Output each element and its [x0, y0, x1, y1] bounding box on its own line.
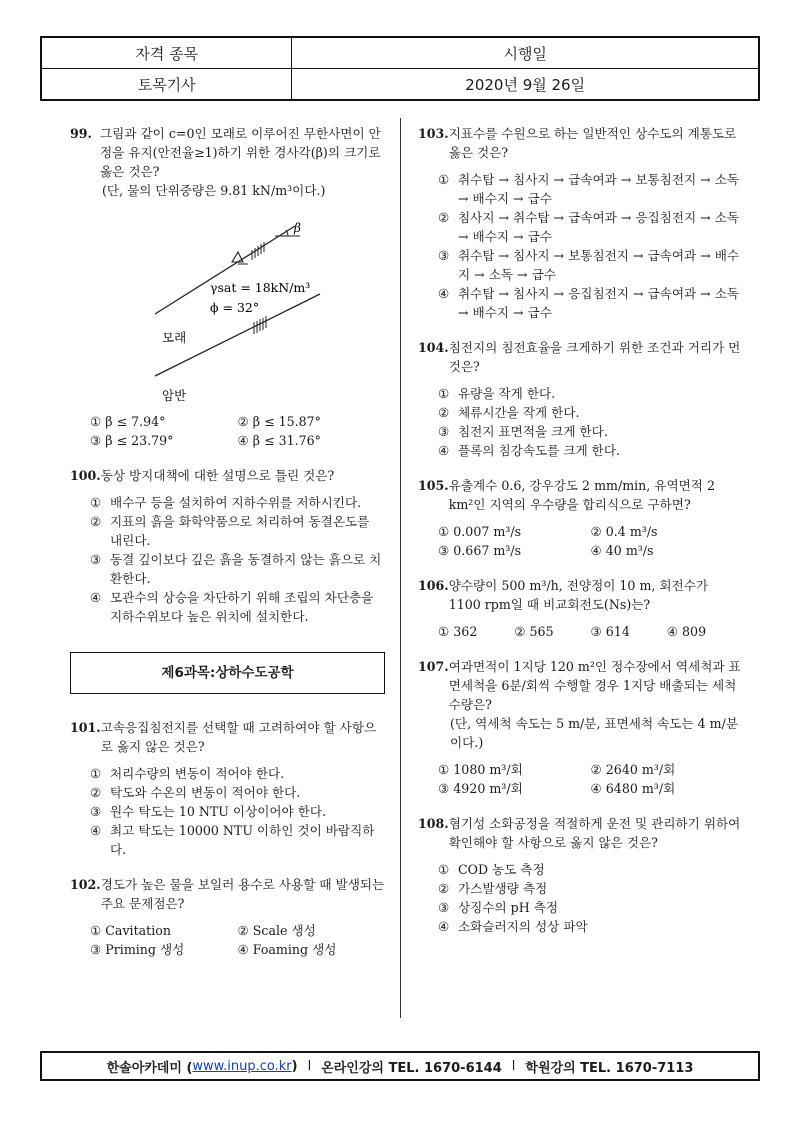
option-1: ① 유량을 작게 한다. — [438, 386, 556, 401]
question-number: 101. — [70, 720, 101, 735]
rock-label: 암반 — [162, 388, 187, 403]
option-2: ② Scale 생성 — [237, 923, 316, 938]
option-1: ① 취수탑 → 침사지 → 급속여과 → 보통침전지 → 소독 → 배수지 → 급수 — [438, 172, 740, 206]
date-value: 2020년 9월 26일 — [292, 69, 759, 101]
option-4: ④ 최고 탁도는 10000 NTU 이하인 것이 바람직하다. — [90, 823, 375, 857]
option-4: ④ 모관수의 상승을 차단하기 위해 조립의 차단층을 지하수위보다 높은 위치에 설치한다. — [90, 590, 374, 624]
left-column — [70, 124, 385, 975]
question-number: 102. — [70, 877, 101, 892]
option-4: ④ 809 — [666, 624, 707, 639]
question-100 — [70, 466, 385, 626]
unit-weight-label: γsat = 18kN/m³ — [210, 280, 311, 295]
question-number: 104. — [418, 340, 449, 355]
question-103 — [418, 124, 743, 322]
academy-name: 한솔아카데미 ( — [106, 1060, 193, 1076]
option-4: ④ 소화슬러지의 성상 파악 — [438, 919, 588, 934]
option-2: ② 가스발생량 측정 — [438, 881, 548, 896]
option-3: ③ 0.667 m³/s — [438, 543, 522, 558]
option-2: ② 지표의 흙을 화학약품으로 처리하여 동결온도를 내린다. — [90, 514, 370, 548]
option-2: ② 565 — [514, 624, 554, 639]
subject-value: 토목기사 — [41, 69, 292, 101]
question-101 — [70, 718, 385, 859]
beta-label: β — [294, 221, 301, 235]
offline-lecture-phone: 학원강의 TEL. 1670-7113 — [525, 1060, 694, 1076]
question-text: 경도가 높은 물을 보일러 용수로 사용할 때 발생되는 주요 문제점은? — [100, 877, 385, 911]
answer-options — [418, 622, 743, 641]
option-1: ① Cavitation — [90, 923, 171, 938]
option-3: ③ Priming 생성 — [90, 942, 185, 957]
question-text: 지표수를 수원으로 하는 일반적인 상수도의 계통도로 옳은 것은? — [448, 126, 737, 160]
option-4: ④ 40 m³/s — [590, 543, 654, 558]
question-number: 105. — [418, 478, 449, 493]
option-1: ① 1080 m³/회 — [438, 762, 523, 777]
column-divider — [400, 118, 401, 1018]
question-102 — [70, 875, 385, 959]
option-2: ② 체류시간을 작게 한다. — [438, 405, 580, 420]
question-108 — [418, 814, 743, 936]
question-text: 혐기성 소화공정을 적절하게 운전 및 관리하기 위하여 확인해야 할 사항으로 옳지 않은 것은? — [448, 816, 741, 850]
friction-angle-label: ϕ = 32° — [210, 300, 260, 315]
question-note: (단, 역세척 속도는 5 m/분, 표면세척 속도는 4 m/분이다.) — [450, 716, 738, 750]
option-2: ② β ≤ 15.87° — [237, 414, 321, 429]
question-number: 108. — [418, 816, 449, 831]
question-number: 100. — [70, 468, 101, 483]
footer-separator: l — [307, 1058, 312, 1074]
option-2: ② 2640 m³/회 — [590, 762, 676, 777]
option-3: ③ 침전지 표면적을 크게 한다. — [438, 424, 608, 439]
option-1: ① 362 — [438, 624, 478, 639]
question-text: 침전지의 침전효율을 크게하기 위한 조건과 거리가 먼 것은? — [448, 340, 741, 374]
option-1: ① COD 농도 측정 — [438, 862, 545, 877]
sand-label: 모래 — [162, 330, 187, 345]
option-2: ② 0.4 m³/s — [590, 524, 658, 539]
answer-options — [418, 860, 743, 936]
answer-options — [418, 170, 743, 322]
academy-name-close: ) — [291, 1058, 298, 1074]
question-107 — [418, 657, 743, 798]
answer-options — [70, 764, 385, 859]
question-text: 양수량이 500 m³/h, 전양정이 10 m, 회전수가 1100 rpm일 때 비교회전도(Ns)는? — [448, 578, 709, 612]
section-title: 제6과목:상하수도공학 — [70, 652, 385, 694]
option-3: ③ 614 — [590, 624, 630, 639]
answer-options — [418, 522, 743, 560]
date-label: 시행일 — [292, 37, 759, 69]
option-3: ③ 상징수의 pH 측정 — [438, 900, 559, 915]
question-number: 103. — [418, 126, 449, 141]
question-text: 여과면적이 1지당 120 m²인 정수장에서 역세척과 표면세척을 6분/회씩 수행할 경우 1지당 배출되는 세척수량은? — [448, 659, 741, 712]
option-3: ③ 동결 깊이보다 깊은 흙을 동결하지 않는 흙으로 치환한다. — [90, 552, 382, 586]
question-text: 유출계수 0.6, 강우강도 2 mm/min, 유역면적 2 km²인 지역의 우수량을 합리식으로 구하면? — [448, 478, 715, 512]
option-3: ③ 원수 탁도는 10 NTU 이상이어야 한다. — [90, 804, 327, 819]
question-text: 동상 방지대책에 대한 설명으로 틀린 것은? — [100, 468, 335, 483]
slope-figure — [70, 204, 385, 404]
answer-options — [418, 384, 743, 460]
online-lecture-phone: 온라인강의 TEL. 1670-6144 — [321, 1060, 502, 1076]
subject-label: 자격 종목 — [41, 37, 292, 69]
option-1: ① β ≤ 7.94° — [90, 414, 166, 429]
option-3: ③ 취수탑 → 침사지 → 보통침전지 → 급속여과 → 배수지 → 소독 → 급수 — [438, 248, 740, 282]
question-104 — [418, 338, 743, 460]
question-number: 99. — [70, 126, 92, 141]
option-1: ① 처리수량의 변동이 적어야 한다. — [90, 766, 285, 781]
answer-options — [70, 921, 385, 959]
option-4: ④ 6480 m³/회 — [590, 781, 676, 796]
footer-bar — [40, 1051, 760, 1081]
option-3: ③ β ≤ 23.79° — [90, 433, 174, 448]
question-note: (단, 물의 단위중량은 9.81 kN/m³이다.) — [102, 183, 326, 198]
option-1: ① 배수구 등을 설치하여 지하수위를 저하시킨다. — [90, 495, 362, 510]
footer-separator: l — [511, 1058, 516, 1074]
exam-header-table — [40, 36, 760, 101]
answer-options — [70, 493, 385, 626]
answer-options — [70, 412, 385, 450]
question-105 — [418, 476, 743, 560]
question-number: 106. — [418, 578, 449, 593]
question-number: 107. — [418, 659, 449, 674]
answer-options — [418, 760, 743, 798]
question-text: 고속응집침전지를 선택할 때 고려하여야 할 사항으로 옳지 않은 것은? — [100, 720, 377, 754]
question-text: 그림과 같이 c=0인 모래로 이루어진 무한사면이 안정을 유지(안전율≥1)하기 위한 경사각(β)의 크기로 옳은 것은? — [100, 126, 381, 179]
option-4: ④ β ≤ 31.76° — [237, 433, 321, 448]
option-4: ④ Foaming 생성 — [237, 942, 337, 957]
option-2: ② 탁도와 수온의 변동이 적어야 한다. — [90, 785, 301, 800]
option-4: ④ 플록의 침강속도를 크게 한다. — [438, 443, 620, 458]
academy-website-link[interactable]: www.inup.co.kr — [192, 1058, 292, 1074]
question-106 — [418, 576, 743, 641]
option-2: ② 침사지 → 취수탑 → 급속여과 → 응집침전지 → 소독 → 배수지 → 급수 — [438, 210, 740, 244]
question-99 — [70, 124, 385, 450]
option-3: ③ 4920 m³/회 — [438, 781, 523, 796]
option-4: ④ 취수탑 → 침사지 → 응집침전지 → 급속여과 → 소독 → 배수지 → 급수 — [438, 286, 740, 320]
right-column — [418, 124, 743, 952]
option-1: ① 0.007 m³/s — [438, 524, 522, 539]
